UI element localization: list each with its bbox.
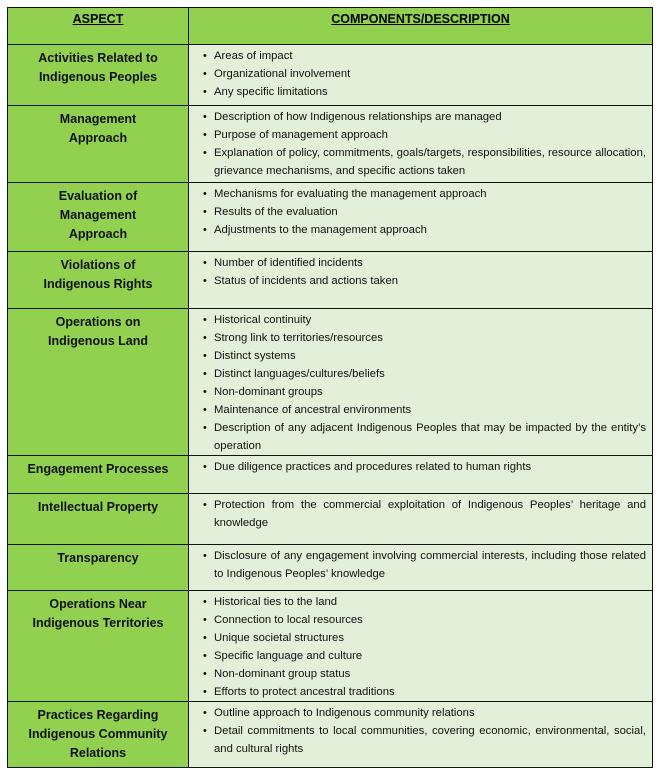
aspect-label: Violations of Indigenous Rights (43, 258, 153, 291)
component-list (196, 458, 646, 476)
table-row (8, 545, 653, 591)
component-item: • Organizational involvement (196, 65, 646, 83)
component-item: • Connection to local resources (196, 611, 646, 629)
table-row (8, 252, 653, 309)
component-item: • Detail commitments to local communities, covering economic, environmental, social, and cultural rights (196, 722, 646, 758)
component-list (196, 254, 646, 290)
component-item: • Unique societal structures (196, 629, 646, 647)
aspect-header: ASPECT (8, 8, 189, 45)
header-row (8, 8, 653, 45)
description-cell (189, 106, 653, 183)
component-item: • Status of incidents and actions taken (196, 272, 646, 290)
aspect-label: Transparency (57, 551, 139, 565)
component-item: • Number of identified incidents (196, 254, 646, 272)
component-item: • Description of any adjacent Indigenous Peoples that may be impacted by the entity’s operation (196, 419, 646, 455)
table-row (8, 45, 653, 106)
aspect-cell (8, 545, 189, 591)
table-row (8, 309, 653, 456)
table-row (8, 494, 653, 545)
table-row (8, 456, 653, 494)
component-item: • Protection from the commercial exploitation of Indigenous Peoples’ heritage and knowledge (196, 496, 646, 532)
component-item: • Due diligence practices and procedures related to human rights (196, 458, 646, 476)
aspect-label: Operations Near Indigenous Territories (32, 597, 164, 630)
aspect-cell (8, 183, 189, 252)
component-item: • Specific language and culture (196, 647, 646, 665)
table-row (8, 106, 653, 183)
component-item: • Outline approach to Indigenous community relations (196, 704, 646, 722)
component-item: • Maintenance of ancestral environments (196, 401, 646, 419)
component-item: • Description of how Indigenous relationships are managed (196, 108, 646, 126)
aspect-label: Practices Regarding Indigenous Community Relations (28, 708, 168, 760)
description-cell (189, 45, 653, 106)
aspect-label: Engagement Processes (27, 462, 169, 476)
aspect-cell (8, 456, 189, 494)
component-item: • Areas of impact (196, 47, 646, 65)
aspects-table (7, 7, 653, 768)
component-item: • Results of the evaluation (196, 203, 646, 221)
component-list (196, 47, 646, 101)
component-list (196, 496, 646, 532)
component-item: • Non-dominant groups (196, 383, 646, 401)
component-item: • Explanation of policy, commitments, goals/targets, responsibilities, resource allocation, grievance mechanisms, and specific actions taken (196, 144, 646, 180)
description-cell (189, 702, 653, 768)
aspect-cell (8, 702, 189, 768)
component-item: • Any specific limitations (196, 83, 646, 101)
component-item: • Non-dominant group status (196, 665, 646, 683)
component-item: • Disclosure of any engagement involving commercial interests, including those related to Indigenous Peoples’ knowledge (196, 547, 646, 583)
component-item: • Distinct systems (196, 347, 646, 365)
aspect-cell (8, 252, 189, 309)
description-cell (189, 591, 653, 702)
table-row (8, 591, 653, 702)
aspect-label: Management Approach (59, 112, 137, 145)
component-item: • Mechanisms for evaluating the management approach (196, 185, 646, 203)
aspect-cell (8, 106, 189, 183)
component-item: • Distinct languages/cultures/beliefs (196, 365, 646, 383)
aspect-cell (8, 494, 189, 545)
component-list (196, 311, 646, 455)
aspect-cell (8, 45, 189, 106)
component-item: • Historical continuity (196, 311, 646, 329)
aspect-label: Operations on Indigenous Land (48, 315, 148, 348)
aspect-label: Activities Related to Indigenous Peoples (38, 51, 158, 84)
component-list (196, 185, 646, 239)
component-list (196, 547, 646, 583)
description-cell (189, 545, 653, 591)
description-header: COMPONENTS/DESCRIPTION (189, 8, 653, 45)
description-cell (189, 456, 653, 494)
component-item: • Strong link to territories/resources (196, 329, 646, 347)
component-list (196, 108, 646, 180)
component-item: • Efforts to protect ancestral traditions (196, 683, 646, 701)
aspect-cell (8, 309, 189, 456)
description-cell (189, 494, 653, 545)
aspect-label: Intellectual Property (37, 500, 159, 514)
aspect-cell (8, 591, 189, 702)
component-list (196, 704, 646, 758)
description-cell (189, 252, 653, 309)
component-list (196, 593, 646, 701)
aspect-label: Evaluation of Management Approach (58, 189, 138, 241)
table-row (8, 183, 653, 252)
description-cell (189, 309, 653, 456)
table-row (8, 702, 653, 768)
component-item: • Purpose of management approach (196, 126, 646, 144)
component-item: • Adjustments to the management approach (196, 221, 646, 239)
component-item: • Historical ties to the land (196, 593, 646, 611)
description-cell (189, 183, 653, 252)
